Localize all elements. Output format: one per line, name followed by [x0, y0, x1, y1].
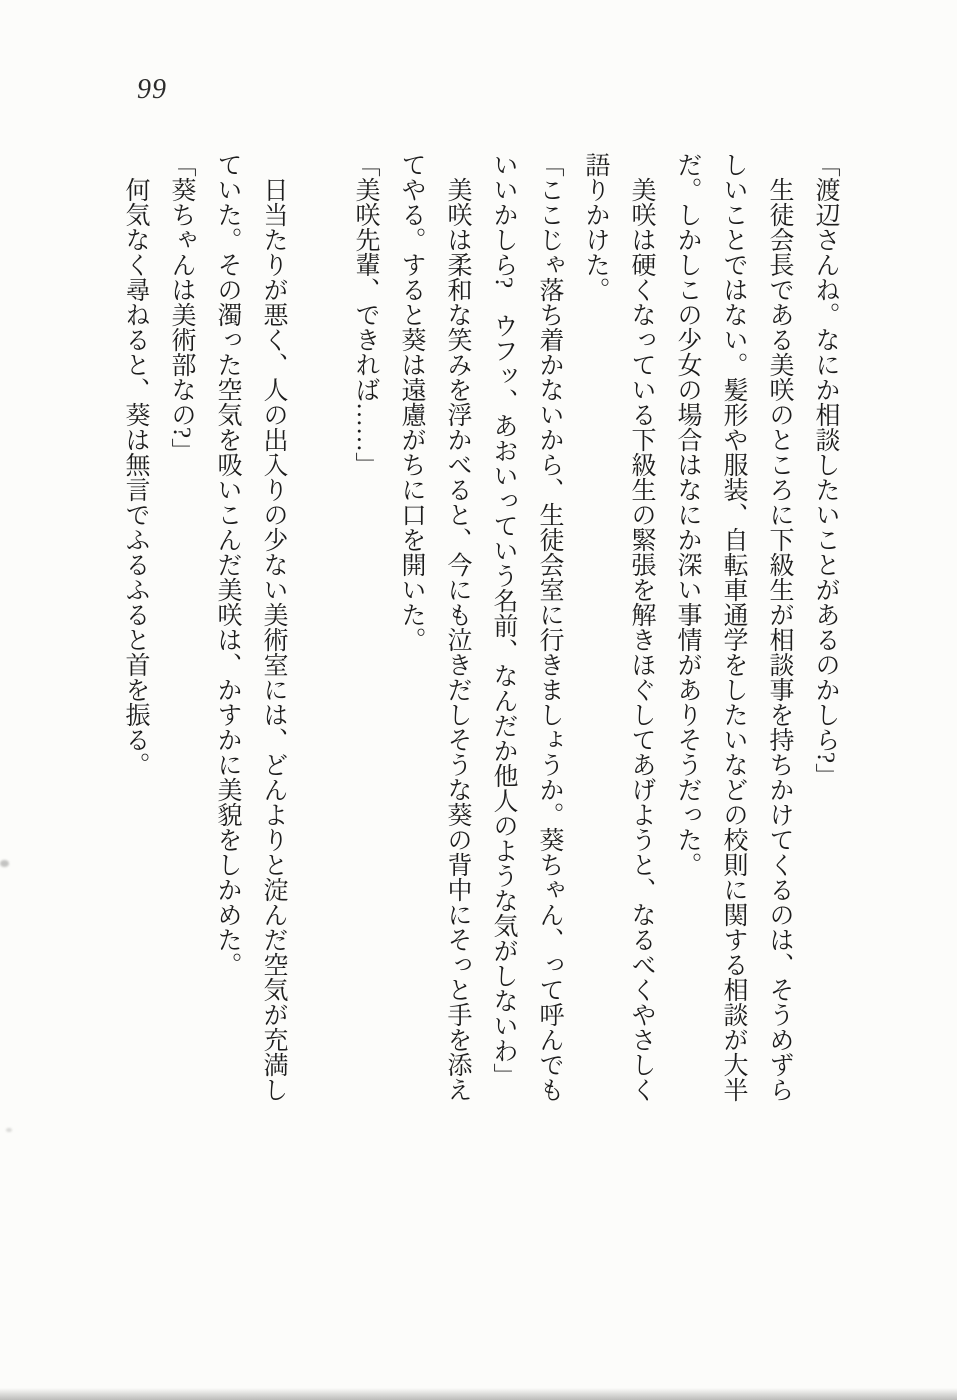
paragraph-narrative-5: 何気なく尋ねると、葵は無言でふるふると首を振る。: [122, 177, 149, 777]
paragraph-narrative-3: 美咲は柔和な笑みを浮かべると、今にも泣きだしそうな葵の背中にそっと手を添えてやる。すると葵は遠慮がちに口を開いた。: [398, 152, 471, 1102]
scene-break: [296, 152, 342, 1106]
page-number: 99: [137, 74, 167, 105]
paragraph-dialogue-3: 「美咲先輩、できれば……」: [352, 152, 379, 477]
scan-speckle: [6, 1128, 12, 1132]
paragraph-narrative-2: 美咲は硬くなっている下級生の緊張を解きほぐしてあげようと、なるべくやさしく語りかけた。: [582, 152, 655, 1102]
paragraph-dialogue-4: 「葵ちゃんは美術部なの?」: [168, 152, 195, 464]
scan-edge: [0, 1388, 957, 1400]
paragraph-dialogue-1: 「渡辺さんね。なにか相談したいことがあるのかしら?」: [812, 152, 839, 789]
paragraph-narrative-1: 生徒会長である美咲のところに下級生が相談事を持ちかけてくるのは、そうめずらしいことではない。髪形や服装、自転車通学をしたいなどの校則に関する相談が大半だ。しかしこの少女の場合はなにか深い事情がありそうだった。: [674, 152, 793, 1102]
paragraph-dialogue-2: 「ここじゃ落ち着かないから、生徒会室に行きましょうか。葵ちゃん、って呼んでもいいかしら? ウフッ、あおいっていう名前、なんだか他人のような気がしないわ」: [490, 152, 563, 1102]
paragraph-narrative-4: 日当たりが悪く、人の出入りの少ない美術室には、どんよりと淀んだ空気が充満していた。その濁った空気を吸いこんだ美咲は、かすかに美貌をしかめた。: [214, 152, 287, 1102]
scan-speckle: [0, 860, 9, 867]
text-block: [112, 152, 848, 1106]
